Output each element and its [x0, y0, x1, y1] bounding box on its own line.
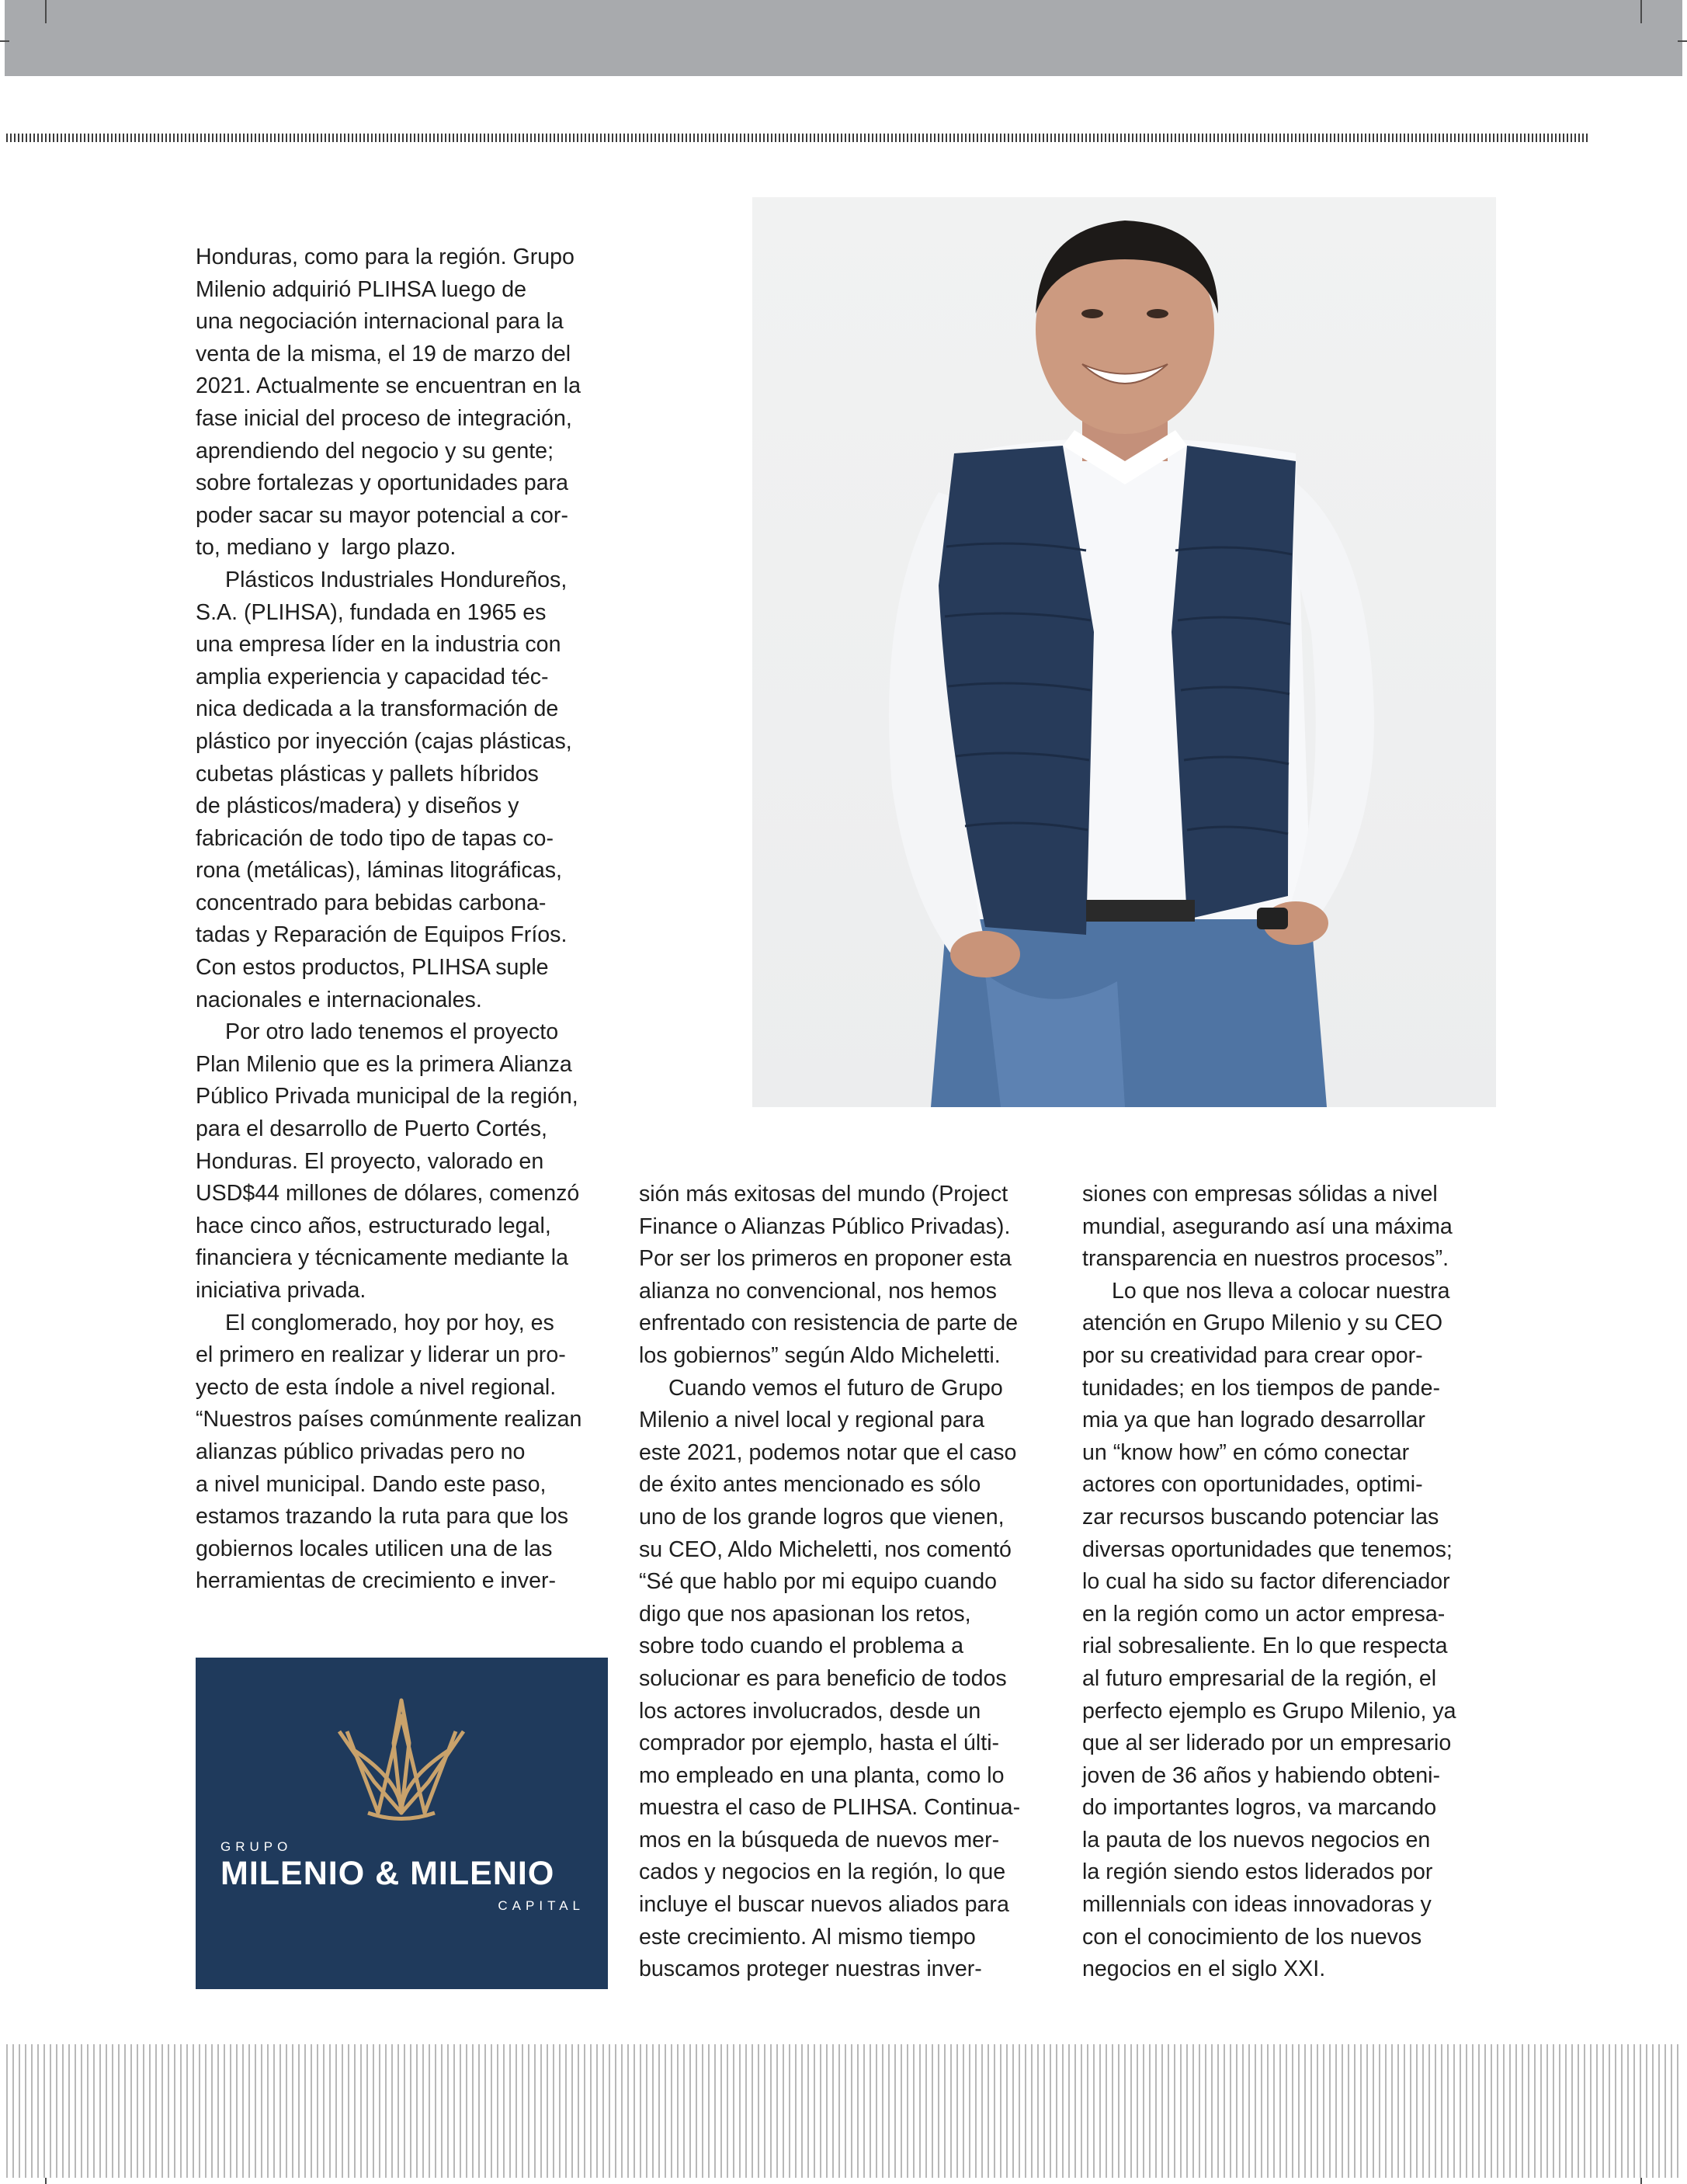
text-line: para el desarrollo de Puerto Cortés,	[196, 1116, 547, 1142]
text-line: venta de la misma, el 19 de marzo del	[196, 341, 571, 366]
text-line: un “know how” en cómo conectar	[1082, 1439, 1410, 1465]
text-line: estamos trazando la ruta para que los	[196, 1504, 569, 1529]
text-line: gobiernos locales utilicen una de las	[196, 1536, 553, 1561]
logo-main-text: MILENIO & MILENIO	[220, 1855, 555, 1892]
text-line: digo que nos apasionan los retos,	[639, 1601, 971, 1627]
text-line: mo empleado en una planta, como lo	[639, 1762, 1005, 1788]
text-line: actores con oportunidades, optimi-	[1082, 1472, 1423, 1498]
text-line: hace cinco años, estructurado legal,	[196, 1213, 551, 1238]
text-line: Milenio a nivel local y regional para	[639, 1408, 985, 1433]
text-line: herramientas de crecimiento e inver-	[196, 1568, 557, 1594]
text-line: lo cual ha sido su factor diferenciador	[1082, 1569, 1450, 1595]
text-line: a nivel municipal. Dando este paso,	[196, 1471, 547, 1497]
text-line: con el conocimiento de los nuevos	[1082, 1924, 1422, 1950]
text-line: buscamos proteger nuestras inver-	[639, 1957, 982, 1982]
text-line: que al ser liderado por un empresario	[1082, 1731, 1452, 1756]
text-line: rial sobresaliente. En lo que respecta	[1082, 1634, 1448, 1659]
text-line: por su creatividad para crear opor-	[1082, 1342, 1423, 1368]
dashed-rule	[6, 134, 1588, 142]
text-line: Finance o Alianzas Público Privadas).	[639, 1214, 1011, 1239]
text-line: “Nuestros países comúnmente realizan	[196, 1407, 582, 1432]
crop-mark	[1640, 0, 1642, 23]
text-line: incluye el buscar nuevos aliados para	[639, 1892, 1009, 1918]
text-line: mos en la búsqueda de nuevos mer-	[639, 1827, 1000, 1852]
text-line: to, mediano y largo plazo.	[196, 535, 456, 561]
text-line: comprador por ejemplo, hasta el últi-	[639, 1731, 1000, 1756]
article-column-3	[1082, 1179, 1501, 1986]
text-line: zar recursos buscando potenciar las	[1082, 1504, 1439, 1529]
portrait-illustration	[752, 197, 1496, 1107]
text-line: S.A. (PLIHSA), fundada en 1965 es	[196, 599, 547, 625]
text-line: la región siendo estos liderados por	[1082, 1859, 1433, 1885]
text-line: millennials con ideas innovadoras y	[1082, 1892, 1432, 1918]
text-line: iniciativa privada.	[196, 1278, 366, 1303]
text-line: Con estos productos, PLIHSA suple	[196, 955, 549, 981]
text-line: plástico por inyección (cajas plásticas,	[196, 728, 572, 754]
text-line: muestra el caso de PLIHSA. Continua-	[639, 1795, 1021, 1821]
text-line: enfrentado con resistencia de parte de	[639, 1311, 1019, 1336]
company-logo	[196, 1658, 608, 1989]
text-line: 2021. Actualmente se encuentran en la	[196, 373, 581, 399]
text-line: los gobiernos” según Aldo Micheletti.	[639, 1342, 1001, 1368]
text-line: alianza no convencional, nos hemos	[639, 1278, 997, 1304]
text-line: Honduras, como para la región. Grupo	[196, 245, 574, 269]
text-line: Plan Milenio que es la primera Alianza	[196, 1051, 572, 1077]
text-line: una negociación internacional para la	[196, 309, 564, 335]
text-line: este 2021, podemos notar que el caso	[639, 1439, 1017, 1465]
text-line: cubetas plásticas y pallets híbridos	[196, 761, 539, 786]
text-line: una empresa líder en la industria con	[196, 632, 561, 658]
text-line: Cuando vemos el futuro de Grupo	[668, 1375, 1003, 1401]
text-line: Por otro lado tenemos el proyecto	[225, 1019, 559, 1045]
text-line: negocios en el siglo XXI.	[1082, 1957, 1326, 1982]
text-line: atención en Grupo Milenio y su CEO	[1082, 1311, 1443, 1336]
text-line: do importantes logros, va marcando	[1082, 1795, 1437, 1821]
text-line: rona (metálicas), láminas litográficas,	[196, 858, 562, 884]
text-line: diversas oportunidades que tenemos;	[1082, 1536, 1453, 1562]
ceo-portrait-photo	[752, 197, 1496, 1107]
text-line: siones con empresas sólidas a nivel	[1082, 1182, 1438, 1207]
logo-bottom-text: CAPITAL	[498, 1898, 585, 1913]
text-line: Plásticos Industriales Hondureños,	[225, 567, 568, 592]
text-line: USD$44 millones de dólares, comenzó	[196, 1181, 580, 1207]
article-column-2	[639, 1179, 1058, 1986]
text-line: sobre todo cuando el problema a	[639, 1634, 964, 1659]
text-line: de plásticos/madera) y diseños y	[196, 793, 519, 819]
text-line: alianzas público privadas pero no	[196, 1439, 526, 1464]
text-line: fabricación de todo tipo de tapas co-	[196, 825, 554, 851]
text-line: uno de los grande logros que vienen,	[639, 1504, 1005, 1529]
article-column-1	[196, 241, 615, 1598]
logo-top-text: GRUPO	[220, 1839, 293, 1854]
text-line: poder sacar su mayor potencial a cor-	[196, 502, 568, 528]
text-line: solucionar es para beneficio de todos	[639, 1665, 1007, 1691]
text-line: en la región como un actor empresa-	[1082, 1601, 1446, 1627]
text-line: Público Privada municipal de la región,	[196, 1084, 578, 1109]
text-line: Por ser los primeros en proponer esta	[639, 1246, 1012, 1272]
header-band	[5, 0, 1682, 76]
text-line: los actores involucrados, desde un	[639, 1698, 981, 1724]
text-line: transparencia en nuestros procesos”.	[1082, 1246, 1449, 1272]
text-line: sobre fortalezas y oportunidades para	[196, 470, 569, 496]
text-line: concentrado para bebidas carbona-	[196, 890, 547, 915]
text-line: la pauta de los nuevos negocios en	[1082, 1827, 1431, 1852]
text-line: mundial, asegurando así una máxima	[1082, 1214, 1453, 1239]
crop-mark	[0, 40, 9, 42]
text-line: tunidades; en los tiempos de pande-	[1082, 1375, 1440, 1401]
text-line: mia ya que han logrado desarrollar	[1082, 1408, 1425, 1433]
text-line: Honduras. El proyecto, valorado en	[196, 1148, 544, 1174]
text-line: El conglomerado, hoy por hoy, es	[225, 1310, 554, 1335]
text-line: yecto de esta índole a nivel regional.	[196, 1374, 557, 1400]
text-line: amplia experiencia y capacidad téc-	[196, 664, 549, 689]
text-line: nacionales e internacionales.	[196, 987, 482, 1012]
text-line: fase inicial del proceso de integración,	[196, 405, 572, 431]
text-line: financiera y técnicamente mediante la	[196, 1245, 569, 1271]
text-line: joven de 36 años y habiendo obteni-	[1082, 1762, 1441, 1788]
text-line: aprendiendo del negocio y su gente;	[196, 438, 554, 464]
text-line: su CEO, Aldo Micheletti, nos comentó	[639, 1536, 1012, 1562]
text-line: este crecimiento. Al mismo tiempo	[639, 1924, 976, 1950]
text-line: nica dedicada a la transformación de	[196, 696, 559, 722]
text-line: de éxito antes mencionado es sólo	[639, 1472, 981, 1498]
crop-mark	[45, 0, 47, 23]
text-line: “Sé que hablo por mi equipo cuando	[639, 1569, 998, 1595]
text-line: Lo que nos lleva a colocar nuestra	[1112, 1278, 1450, 1304]
footer-stripes	[6, 2044, 1681, 2178]
text-line: perfecto ejemplo es Grupo Milenio, ya	[1082, 1698, 1456, 1724]
text-line: tadas y Reparación de Equipos Fríos.	[196, 922, 568, 948]
text-line: Milenio adquirió PLIHSA luego de	[196, 276, 527, 302]
crown-icon	[196, 1658, 608, 1989]
text-line: el primero en realizar y liderar un pro-	[196, 1342, 566, 1368]
text-line: al futuro empresarial de la región, el	[1082, 1665, 1437, 1691]
text-line: cados y negocios en la región, lo que	[639, 1859, 1006, 1885]
text-line: sión más exitosas del mundo (Project	[639, 1182, 1008, 1207]
crop-mark	[1678, 40, 1687, 42]
